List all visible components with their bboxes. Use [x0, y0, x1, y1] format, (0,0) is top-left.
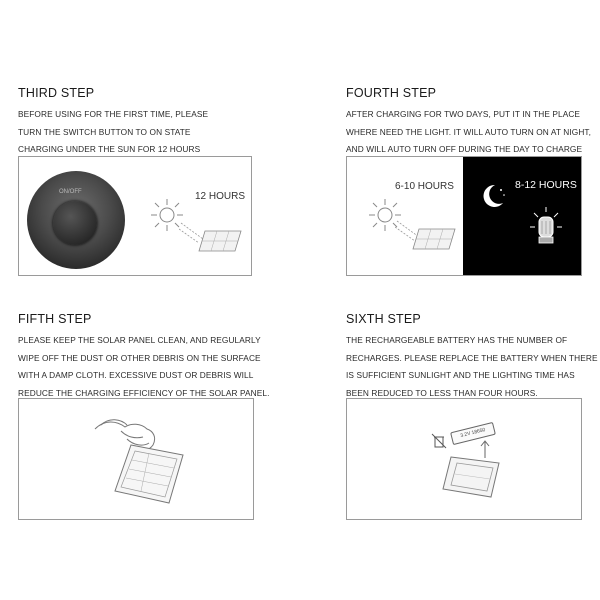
step-description	[18, 106, 208, 159]
illustration-frame	[346, 156, 582, 276]
step-line: REDUCE THE CHARGING EFFICIENCY OF THE SOLAR PANEL.	[18, 387, 270, 398]
moon-icon	[477, 181, 507, 211]
step-line: WITH A DAMP CLOTH. EXCESSIVE DUST OR DEBRIS WILL	[18, 370, 254, 380]
step-description	[346, 106, 591, 159]
step-line: WIPE OFF THE DUST OR OTHER DEBRIS ON THE SURFACE	[18, 352, 261, 363]
step-description	[346, 332, 598, 402]
night-panel	[463, 157, 581, 275]
no-disposal-icon	[431, 433, 447, 449]
day-hours-label: 6-10 HOURS	[395, 181, 454, 192]
step-line: RECHARGES. PLEASE REPLACE THE BATTERY WHEN THERE	[346, 352, 598, 363]
step-fifth	[18, 312, 270, 402]
step-line: AFTER CHARGING FOR TWO DAYS, PUT IT IN THE PLACE	[346, 109, 581, 119]
step-line: IS SUFFICIENT SUNLIGHT AND THE LIGHTING TIME HAS	[346, 370, 575, 380]
step-line: CHARGING UNDER THE SUN FOR 12 HOURS	[18, 144, 201, 154]
solar-panel-icon	[197, 229, 243, 253]
switch-label: ON/OFF	[59, 189, 82, 195]
step-line: WHERE NEED THE LIGHT. IT WILL AUTO TURN ON AT NIGHT,	[346, 126, 592, 137]
step-title: FIFTH STEP	[18, 312, 92, 326]
step-title: THIRD STEP	[18, 86, 95, 100]
battery-compartment-icon	[441, 455, 501, 499]
step-description	[18, 332, 270, 402]
step-line: THE RECHARGEABLE BATTERY HAS THE NUMBER OF	[346, 335, 568, 345]
illustration-frame	[346, 398, 582, 520]
solar-panel-icon	[411, 227, 457, 251]
step-line: PLEASE KEEP THE SOLAR PANEL CLEAN, AND REGULARLY	[18, 335, 261, 345]
lamp-icon	[529, 205, 563, 249]
step-title: SIXTH STEP	[346, 312, 421, 326]
illustration-frame	[18, 398, 254, 520]
solar-panel-icon	[111, 443, 191, 505]
step-third	[18, 86, 208, 159]
step-line: BEEN REDUCED TO LESS THAN FOUR HOURS.	[346, 387, 538, 398]
battery-label: 3.2V 18650	[459, 427, 487, 440]
night-hours-label: 8-12 HOURS	[515, 179, 577, 191]
switch-button-icon	[27, 171, 125, 269]
step-line: BEFORE USING FOR THE FIRST TIME, PLEASE	[18, 109, 209, 119]
hours-label: 12 HOURS	[195, 191, 246, 202]
step-line: TURN THE SWITCH BUTTON TO ON STATE	[18, 126, 191, 137]
illustration-frame	[18, 156, 252, 276]
step-title: FOURTH STEP	[346, 86, 437, 100]
step-sixth	[346, 312, 598, 402]
step-fourth	[346, 86, 591, 159]
step-line: AND WILL AUTO TURN OFF DURING THE DAY TO CHARGE	[346, 144, 583, 154]
switch-knob	[53, 201, 97, 245]
